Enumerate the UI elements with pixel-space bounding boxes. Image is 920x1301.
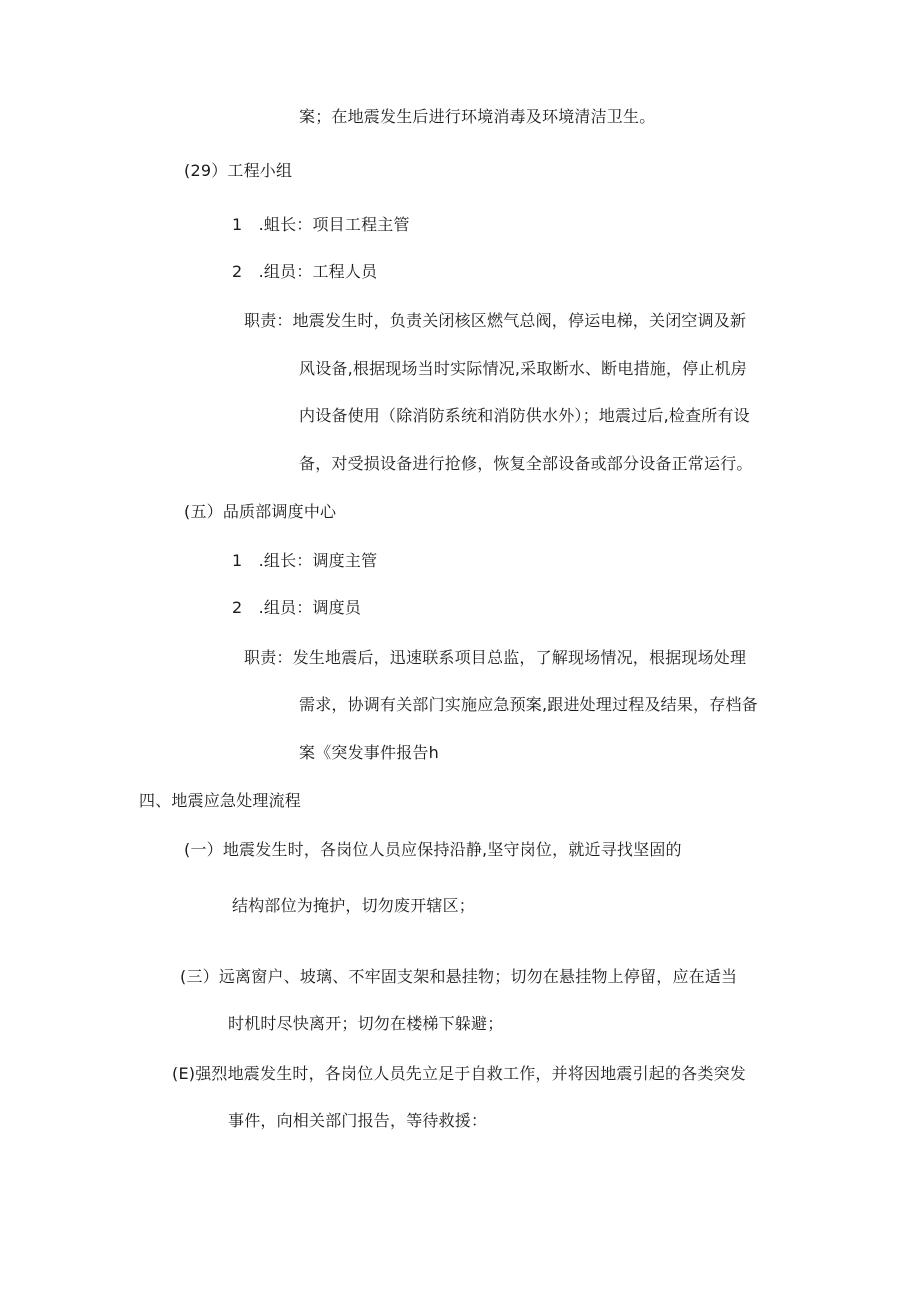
duties-paragraph-line: 职责：地震发生时，负责关闭核区燃气总阀，停运电梯，关闭空调及新 <box>244 311 747 330</box>
list-item-team-members: 2 .组员：调度员 <box>232 598 362 617</box>
duties-paragraph-line: 内设备使用（除消防系统和消防供水外）；地震过后,检查所有设 <box>299 406 750 425</box>
procedure-item-line: (三）远离窗户、坡璃、不牢固支架和悬挂物；切勿在悬挂物上停留，应在适当 <box>180 967 738 986</box>
procedure-item-line: 时机时尽快离开；切勿在楼梯下躲避； <box>228 1014 504 1033</box>
chapter-heading-earthquake-procedure: 四、地震应急处理流程 <box>139 791 302 810</box>
procedure-item-line: (E)强烈地震发生时，各岗位人员先立足于自救工作，并将因地震引起的各类突发 <box>172 1064 746 1083</box>
list-item-team-leader: 1 .组长：调度主管 <box>232 551 378 570</box>
section-heading-engineering-team: (29）工程小组 <box>184 161 293 180</box>
list-item-team-members: 2 .组员：工程人员 <box>232 262 378 281</box>
duties-paragraph-line: 职责：发生地震后，迅速联系项目总监，了解现场情况，根据现场处理 <box>244 648 747 667</box>
duties-paragraph-line: 备，对受损设备进行抢修，恢复全部设备或部分设备正常运行。 <box>299 454 753 473</box>
section-heading-dispatch-center: (五）品质部调度中心 <box>184 502 337 521</box>
paragraph-continuation-line: 案；在地震发生后进行环境消毒及环境清洁卫生。 <box>299 107 656 126</box>
procedure-item-line: (一）地震发生时，各岗位人员应保持沿静,坚守岗位，就近寻找坚固的 <box>184 840 682 859</box>
duties-paragraph-line: 案《突发事件报告h <box>299 743 439 762</box>
duties-paragraph-line: 风设备,根据现场当时实际情况,采取断水、断电措施，停止机房 <box>299 359 747 378</box>
procedure-item-line: 结构部位为掩护，切勿废开辖区； <box>232 896 476 915</box>
list-item-team-leader: 1 .蛆长：项目工程主管 <box>232 215 410 234</box>
duties-paragraph-line: 需求，协调有关部门实施应急预案,跟进处理过程及结果，存档备 <box>299 695 758 714</box>
procedure-item-line: 事件，向相关部门报告，等待救援： <box>228 1111 488 1130</box>
